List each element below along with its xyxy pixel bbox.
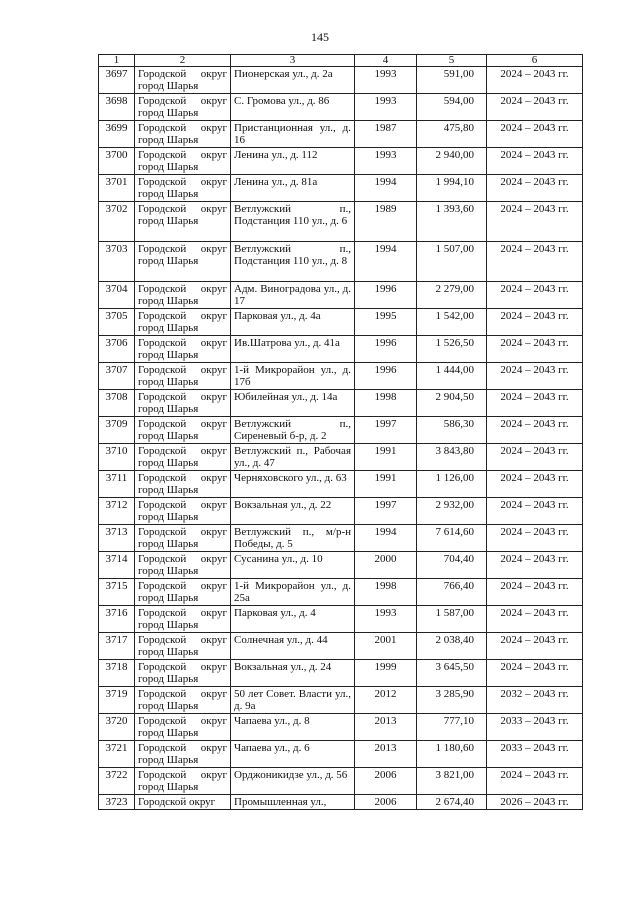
year-cell: 1997 bbox=[355, 417, 417, 444]
period-cell: 2024 – 2043 гг. bbox=[487, 94, 583, 121]
municipality-cell: Городской округ город Шарья bbox=[135, 242, 231, 282]
period-cell: 2024 – 2043 гг. bbox=[487, 67, 583, 94]
municipality-cell: Городской округ город Шарья bbox=[135, 471, 231, 498]
address-cell: Пристанционная ул., д. 16 bbox=[231, 121, 355, 148]
period-cell: 2026 – 2043 гг. bbox=[487, 795, 583, 810]
address-cell: Ив.Шатрова ул., д. 41а bbox=[231, 336, 355, 363]
area-cell: 2 674,40 bbox=[417, 795, 487, 810]
municipality-cell: Городской округ город Шарья bbox=[135, 67, 231, 94]
year-cell: 2006 bbox=[355, 795, 417, 810]
year-cell: 1997 bbox=[355, 498, 417, 525]
period-cell: 2024 – 2043 гг. bbox=[487, 552, 583, 579]
row-number: 3703 bbox=[99, 242, 135, 282]
area-cell: 2 038,40 bbox=[417, 633, 487, 660]
period-cell: 2024 – 2043 гг. bbox=[487, 768, 583, 795]
table-row bbox=[99, 768, 583, 795]
row-number: 3717 bbox=[99, 633, 135, 660]
year-cell: 1996 bbox=[355, 282, 417, 309]
year-cell: 2000 bbox=[355, 552, 417, 579]
row-number: 3697 bbox=[99, 67, 135, 94]
table-row bbox=[99, 444, 583, 471]
municipality-cell: Городской округ город Шарья bbox=[135, 525, 231, 552]
row-number: 3718 bbox=[99, 660, 135, 687]
area-cell: 3 821,00 bbox=[417, 768, 487, 795]
year-cell: 1994 bbox=[355, 525, 417, 552]
address-cell: Ветлужский п., м/р-н Победы, д. 5 bbox=[231, 525, 355, 552]
municipality-cell: Городской округ город Шарья bbox=[135, 175, 231, 202]
year-cell: 1998 bbox=[355, 390, 417, 417]
row-number: 3705 bbox=[99, 309, 135, 336]
municipality-cell: Городской округ город Шарья bbox=[135, 309, 231, 336]
municipality-cell: Городской округ город Шарья bbox=[135, 202, 231, 242]
table-row bbox=[99, 202, 583, 242]
area-cell: 1 393,60 bbox=[417, 202, 487, 242]
area-cell: 7 614,60 bbox=[417, 525, 487, 552]
area-cell: 2 279,00 bbox=[417, 282, 487, 309]
row-number: 3713 bbox=[99, 525, 135, 552]
row-number: 3722 bbox=[99, 768, 135, 795]
period-cell: 2024 – 2043 гг. bbox=[487, 579, 583, 606]
address-cell: Ветлужский п., Подстанция 110 ул., д. 6 bbox=[231, 202, 355, 242]
column-header-5: 5 bbox=[417, 55, 487, 67]
row-number: 3715 bbox=[99, 579, 135, 606]
row-number: 3714 bbox=[99, 552, 135, 579]
period-cell: 2024 – 2043 гг. bbox=[487, 121, 583, 148]
column-header-4: 4 bbox=[355, 55, 417, 67]
table-row bbox=[99, 336, 583, 363]
table-row bbox=[99, 282, 583, 309]
period-cell: 2024 – 2043 гг. bbox=[487, 363, 583, 390]
row-number: 3700 bbox=[99, 148, 135, 175]
municipality-cell: Городской округ город Шарья bbox=[135, 633, 231, 660]
address-cell: С. Громова ул., д. 86 bbox=[231, 94, 355, 121]
row-number: 3720 bbox=[99, 714, 135, 741]
area-cell: 2 904,50 bbox=[417, 390, 487, 417]
address-cell: Ветлужский п., Подстанция 110 ул., д. 8 bbox=[231, 242, 355, 282]
table-row bbox=[99, 579, 583, 606]
municipality-cell: Городской округ город Шарья bbox=[135, 606, 231, 633]
period-cell: 2033 – 2043 гг. bbox=[487, 714, 583, 741]
period-cell: 2024 – 2043 гг. bbox=[487, 444, 583, 471]
area-cell: 1 542,00 bbox=[417, 309, 487, 336]
year-cell: 1991 bbox=[355, 471, 417, 498]
year-cell: 1993 bbox=[355, 94, 417, 121]
table-row bbox=[99, 363, 583, 390]
municipality-cell: Городской округ город Шарья bbox=[135, 282, 231, 309]
year-cell: 1993 bbox=[355, 67, 417, 94]
year-cell: 1999 bbox=[355, 660, 417, 687]
row-number: 3709 bbox=[99, 417, 135, 444]
municipality-cell: Городской округ город Шарья bbox=[135, 498, 231, 525]
table-row bbox=[99, 687, 583, 714]
address-cell: Ленина ул., д. 112 bbox=[231, 148, 355, 175]
area-cell: 1 507,00 bbox=[417, 242, 487, 282]
area-cell: 1 587,00 bbox=[417, 606, 487, 633]
row-number: 3719 bbox=[99, 687, 135, 714]
address-cell: Промышленная ул., bbox=[231, 795, 355, 810]
municipality-cell: Городской округ bbox=[135, 795, 231, 810]
area-cell: 1 126,00 bbox=[417, 471, 487, 498]
row-number: 3711 bbox=[99, 471, 135, 498]
table-row bbox=[99, 660, 583, 687]
municipality-cell: Городской округ город Шарья bbox=[135, 660, 231, 687]
row-number: 3716 bbox=[99, 606, 135, 633]
year-cell: 2001 bbox=[355, 633, 417, 660]
municipality-cell: Городской округ город Шарья bbox=[135, 741, 231, 768]
period-cell: 2024 – 2043 гг. bbox=[487, 606, 583, 633]
table-row bbox=[99, 67, 583, 94]
row-number: 3701 bbox=[99, 175, 135, 202]
row-number: 3708 bbox=[99, 390, 135, 417]
year-cell: 1994 bbox=[355, 175, 417, 202]
address-cell: Чапаева ул., д. 6 bbox=[231, 741, 355, 768]
area-cell: 594,00 bbox=[417, 94, 487, 121]
address-cell: Адм. Виноградова ул., д. 17 bbox=[231, 282, 355, 309]
address-cell: Чапаева ул., д. 8 bbox=[231, 714, 355, 741]
year-cell: 1993 bbox=[355, 148, 417, 175]
area-cell: 586,30 bbox=[417, 417, 487, 444]
year-cell: 2013 bbox=[355, 714, 417, 741]
municipality-cell: Городской округ город Шарья bbox=[135, 687, 231, 714]
table-row bbox=[99, 309, 583, 336]
year-cell: 1989 bbox=[355, 202, 417, 242]
period-cell: 2024 – 2043 гг. bbox=[487, 471, 583, 498]
address-cell: 1-й Микрорайон ул., д. 25а bbox=[231, 579, 355, 606]
period-cell: 2024 – 2043 гг. bbox=[487, 336, 583, 363]
municipality-cell: Городской округ город Шарья bbox=[135, 552, 231, 579]
municipality-cell: Городской округ город Шарья bbox=[135, 444, 231, 471]
period-cell: 2024 – 2043 гг. bbox=[487, 242, 583, 282]
table-row bbox=[99, 741, 583, 768]
municipality-cell: Городской округ город Шарья bbox=[135, 148, 231, 175]
year-cell: 2012 bbox=[355, 687, 417, 714]
period-cell: 2024 – 2043 гг. bbox=[487, 202, 583, 242]
table-row bbox=[99, 175, 583, 202]
year-cell: 1998 bbox=[355, 579, 417, 606]
area-cell: 777,10 bbox=[417, 714, 487, 741]
year-cell: 1993 bbox=[355, 606, 417, 633]
area-cell: 1 994,10 bbox=[417, 175, 487, 202]
table-row bbox=[99, 390, 583, 417]
municipality-cell: Городской округ город Шарья bbox=[135, 336, 231, 363]
year-cell: 1996 bbox=[355, 363, 417, 390]
table-row bbox=[99, 417, 583, 444]
row-number: 3699 bbox=[99, 121, 135, 148]
area-cell: 475,80 bbox=[417, 121, 487, 148]
address-cell: Ветлужский п., Рабочая ул., д. 47 bbox=[231, 444, 355, 471]
period-cell: 2024 – 2043 гг. bbox=[487, 309, 583, 336]
period-cell: 2024 – 2043 гг. bbox=[487, 498, 583, 525]
address-cell: Орджоникидзе ул., д. 56 bbox=[231, 768, 355, 795]
municipality-cell: Городской округ город Шарья bbox=[135, 714, 231, 741]
year-cell: 1994 bbox=[355, 242, 417, 282]
address-cell: Вокзальная ул., д. 22 bbox=[231, 498, 355, 525]
page-number: 145 bbox=[311, 30, 329, 44]
municipality-cell: Городской округ город Шарья bbox=[135, 417, 231, 444]
area-cell: 1 444,00 bbox=[417, 363, 487, 390]
year-cell: 1991 bbox=[355, 444, 417, 471]
municipality-cell: Городской округ город Шарья bbox=[135, 121, 231, 148]
area-cell: 2 932,00 bbox=[417, 498, 487, 525]
column-header-6: 6 bbox=[487, 55, 583, 67]
table-row bbox=[99, 606, 583, 633]
column-header-2: 2 bbox=[135, 55, 231, 67]
year-cell: 2006 bbox=[355, 768, 417, 795]
address-cell: Парковая ул., д. 4 bbox=[231, 606, 355, 633]
row-number: 3702 bbox=[99, 202, 135, 242]
period-cell: 2024 – 2043 гг. bbox=[487, 148, 583, 175]
address-cell: Юбилейная ул., д. 14а bbox=[231, 390, 355, 417]
municipality-cell: Городской округ город Шарья bbox=[135, 579, 231, 606]
municipality-cell: Городской округ город Шарья bbox=[135, 390, 231, 417]
column-header-1: 1 bbox=[99, 55, 135, 67]
period-cell: 2024 – 2043 гг. bbox=[487, 282, 583, 309]
table-row bbox=[99, 552, 583, 579]
period-cell: 2024 – 2043 гг. bbox=[487, 633, 583, 660]
municipality-cell: Городской округ город Шарья bbox=[135, 363, 231, 390]
row-number: 3721 bbox=[99, 741, 135, 768]
address-cell: Ленина ул., д. 81а bbox=[231, 175, 355, 202]
period-cell: 2024 – 2043 гг. bbox=[487, 390, 583, 417]
address-cell: 50 лет Совет. Власти ул., д. 9а bbox=[231, 687, 355, 714]
year-cell: 1995 bbox=[355, 309, 417, 336]
table-row bbox=[99, 471, 583, 498]
table-row bbox=[99, 94, 583, 121]
period-cell: 2024 – 2043 гг. bbox=[487, 660, 583, 687]
area-cell: 704,40 bbox=[417, 552, 487, 579]
address-cell: Солнечная ул., д. 44 bbox=[231, 633, 355, 660]
row-number: 3707 bbox=[99, 363, 135, 390]
area-cell: 591,00 bbox=[417, 67, 487, 94]
table-row bbox=[99, 795, 583, 810]
address-cell: Парковая ул., д. 4а bbox=[231, 309, 355, 336]
table-row bbox=[99, 242, 583, 282]
row-number: 3710 bbox=[99, 444, 135, 471]
year-cell: 1996 bbox=[355, 336, 417, 363]
column-header-3: 3 bbox=[231, 55, 355, 67]
address-cell: Вокзальная ул., д. 24 bbox=[231, 660, 355, 687]
period-cell: 2024 – 2043 гг. bbox=[487, 175, 583, 202]
area-cell: 3 645,50 bbox=[417, 660, 487, 687]
address-cell: 1-й Микрорайон ул., д. 17б bbox=[231, 363, 355, 390]
row-number: 3706 bbox=[99, 336, 135, 363]
table-row bbox=[99, 633, 583, 660]
address-cell: Черняховского ул., д. 63 bbox=[231, 471, 355, 498]
table-row bbox=[99, 121, 583, 148]
header-row bbox=[99, 55, 583, 67]
area-cell: 1 526,50 bbox=[417, 336, 487, 363]
area-cell: 3 843,80 bbox=[417, 444, 487, 471]
area-cell: 1 180,60 bbox=[417, 741, 487, 768]
row-number: 3698 bbox=[99, 94, 135, 121]
period-cell: 2032 – 2043 гг. bbox=[487, 687, 583, 714]
municipality-cell: Городской округ город Шарья bbox=[135, 768, 231, 795]
table-row bbox=[99, 498, 583, 525]
period-cell: 2024 – 2043 гг. bbox=[487, 525, 583, 552]
period-cell: 2033 – 2043 гг. bbox=[487, 741, 583, 768]
area-cell: 3 285,90 bbox=[417, 687, 487, 714]
table-row bbox=[99, 148, 583, 175]
row-number: 3712 bbox=[99, 498, 135, 525]
municipality-cell: Городской округ город Шарья bbox=[135, 94, 231, 121]
row-number: 3704 bbox=[99, 282, 135, 309]
address-cell: Пионерская ул., д. 2а bbox=[231, 67, 355, 94]
area-cell: 2 940,00 bbox=[417, 148, 487, 175]
table-row bbox=[99, 525, 583, 552]
table-row bbox=[99, 714, 583, 741]
registry-table bbox=[98, 54, 583, 810]
row-number: 3723 bbox=[99, 795, 135, 810]
address-cell: Сусанина ул., д. 10 bbox=[231, 552, 355, 579]
address-cell: Ветлужский п., Сиреневый б-р, д. 2 bbox=[231, 417, 355, 444]
year-cell: 2013 bbox=[355, 741, 417, 768]
period-cell: 2024 – 2043 гг. bbox=[487, 417, 583, 444]
area-cell: 766,40 bbox=[417, 579, 487, 606]
year-cell: 1987 bbox=[355, 121, 417, 148]
